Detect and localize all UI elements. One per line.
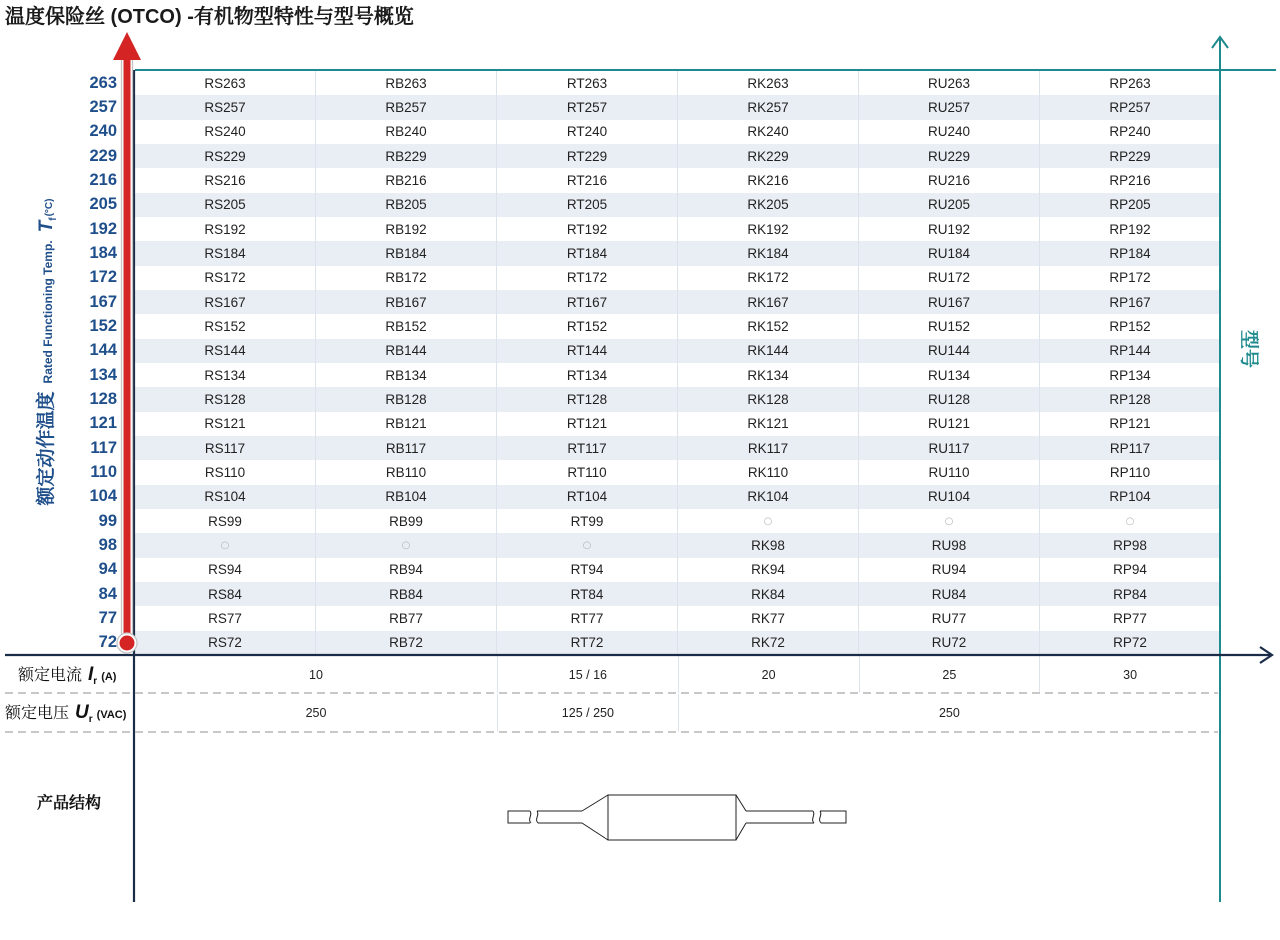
- model-cell: RP216: [1109, 172, 1151, 188]
- model-cell: RS117: [135, 436, 316, 460]
- rated-voltage-label-text: 额定电压: [5, 705, 70, 722]
- temperature-axis-label-en: Rated Functioning Temp.: [41, 240, 55, 384]
- temp-tick-label: 192: [89, 219, 117, 238]
- lead-break-mark: [537, 811, 538, 823]
- rated-voltage-unit: (VAC): [96, 709, 127, 721]
- model-cell: RS134: [135, 363, 316, 387]
- lead-wire-right: [746, 811, 814, 823]
- model-cell: RB216: [316, 168, 497, 192]
- model-cell: RK72: [678, 631, 859, 655]
- temp-tick-label: 205: [89, 195, 117, 214]
- model-cell: RU240: [859, 120, 1040, 144]
- temp-tick-label: 257: [89, 97, 117, 116]
- rated-current-value: 30: [1039, 656, 1220, 693]
- model-cell: RB152: [316, 314, 497, 338]
- temp-tick-label: 134: [89, 365, 117, 384]
- model-cell: RP121: [1109, 416, 1151, 432]
- thermometer-arrowhead-icon: [113, 32, 141, 60]
- rated-current-label-text: 额定电流: [18, 667, 83, 684]
- model-cell: RU167: [859, 290, 1040, 314]
- table-row: [135, 606, 1220, 630]
- model-cell: RU229: [859, 144, 1040, 168]
- product-structure-label: 产品结构: [37, 795, 102, 812]
- model-cell: RB110: [316, 460, 497, 484]
- model-cell: RU184: [859, 241, 1040, 265]
- model-table: [135, 71, 1220, 655]
- model-cell: RB229: [316, 144, 497, 168]
- model-cell: RS184: [135, 241, 316, 265]
- temp-tick-label: 72: [98, 633, 117, 652]
- model-cell: RS84: [135, 582, 316, 606]
- model-cell: RU205: [859, 193, 1040, 217]
- temp-tick-label: 121: [89, 414, 117, 433]
- model-cell: RP167: [1109, 294, 1151, 310]
- fuse-body-taper-left: [582, 795, 608, 840]
- model-cell: RP77: [1113, 610, 1147, 626]
- model-cell: RT229: [497, 144, 678, 168]
- model-cell: RK134: [678, 363, 859, 387]
- temp-tick-label: 229: [89, 146, 117, 165]
- table-row: [135, 217, 1220, 241]
- model-cell: RS72: [135, 631, 316, 655]
- not-available-marker: ○: [135, 533, 316, 557]
- model-cell: RB128: [316, 387, 497, 411]
- model-cell: RP229: [1109, 148, 1151, 164]
- model-cell: RK104: [678, 485, 859, 509]
- rated-voltage-label: [5, 694, 126, 732]
- model-cell: RS77: [135, 606, 316, 630]
- model-cell: RU117: [859, 436, 1040, 460]
- model-cell: RP240: [1109, 124, 1151, 140]
- model-cell: RT167: [497, 290, 678, 314]
- model-cell: RU94: [859, 558, 1040, 582]
- temperature-unit: (°C): [44, 198, 55, 217]
- model-cell: RP128: [1109, 391, 1151, 407]
- model-cell: RU128: [859, 387, 1040, 411]
- model-cell: RP172: [1109, 270, 1151, 286]
- model-cell: RK121: [678, 412, 859, 436]
- model-cell: RB144: [316, 339, 497, 363]
- temp-tick-label: 84: [98, 584, 117, 603]
- rated-current-symbol: I: [88, 664, 94, 685]
- table-row: [135, 460, 1220, 484]
- model-cell: RT94: [497, 558, 678, 582]
- model-cell: RP98: [1113, 537, 1147, 553]
- temp-tick-label: 167: [89, 292, 117, 311]
- model-cell: RP110: [1109, 464, 1151, 480]
- lead-wire-right-end: [820, 811, 846, 823]
- table-row: [135, 387, 1220, 411]
- model-cell: RK144: [678, 339, 859, 363]
- thermometer-column: [124, 56, 131, 640]
- rated-voltage-value: 250: [678, 694, 1220, 732]
- temp-tick-label: 98: [98, 535, 117, 554]
- model-cell: RP257: [1109, 99, 1151, 115]
- table-row: [135, 266, 1220, 290]
- lead-wire-left: [537, 811, 582, 823]
- lead-break-mark: [530, 811, 531, 823]
- table-row: [135, 120, 1220, 144]
- model-cell: RU110: [859, 460, 1040, 484]
- model-cell: RB72: [316, 631, 497, 655]
- rated-voltage-value: 125 / 250: [497, 694, 678, 732]
- model-cell: RT144: [497, 339, 678, 363]
- lead-break-mark: [813, 811, 814, 823]
- temp-tick-label: 263: [89, 73, 117, 92]
- model-cell: RU144: [859, 339, 1040, 363]
- rated-current-value: 25: [859, 656, 1040, 693]
- temp-tick-label: 152: [89, 316, 117, 335]
- temperature-tick-labels: [50, 71, 117, 655]
- model-cell: RS167: [135, 290, 316, 314]
- temp-tick-label: 99: [98, 511, 117, 530]
- model-cell: RB117: [316, 436, 497, 460]
- model-cell: RK152: [678, 314, 859, 338]
- model-cell: RU84: [859, 582, 1040, 606]
- table-row: [135, 533, 1220, 557]
- model-cell: RB240: [316, 120, 497, 144]
- model-cell: RT257: [497, 95, 678, 119]
- model-cell: RB192: [316, 217, 497, 241]
- temp-tick-label: 117: [90, 438, 117, 457]
- model-cell: RS128: [135, 387, 316, 411]
- table-row: [135, 436, 1220, 460]
- model-cell: RP263: [1109, 75, 1151, 91]
- model-cell: RT72: [497, 631, 678, 655]
- table-row: [135, 193, 1220, 217]
- table-row: [135, 71, 1220, 95]
- model-cell: RT134: [497, 363, 678, 387]
- model-cell: RT110: [497, 460, 678, 484]
- model-cell: RS263: [135, 71, 316, 95]
- model-cell: RK77: [678, 606, 859, 630]
- table-row: [135, 314, 1220, 338]
- model-cell: RK263: [678, 71, 859, 95]
- model-cell: RT172: [497, 266, 678, 290]
- model-cell: RS144: [135, 339, 316, 363]
- model-cell: RB99: [316, 509, 497, 533]
- model-cell: RP72: [1113, 635, 1147, 651]
- model-cell: RP192: [1109, 221, 1151, 237]
- model-cell: RS216: [135, 168, 316, 192]
- table-row: [135, 485, 1220, 509]
- model-cell: RS257: [135, 95, 316, 119]
- thermometer-bulb: [120, 636, 135, 651]
- not-available-marker: ○: [497, 533, 678, 557]
- model-cell: RB77: [316, 606, 497, 630]
- model-cell: RK167: [678, 290, 859, 314]
- not-available-marker: ○: [859, 509, 1040, 533]
- table-row: [135, 168, 1220, 192]
- model-cell: RU121: [859, 412, 1040, 436]
- model-cell: RU192: [859, 217, 1040, 241]
- model-cell: RS104: [135, 485, 316, 509]
- model-cell: RU134: [859, 363, 1040, 387]
- model-cell: RK257: [678, 95, 859, 119]
- model-cell: RP184: [1109, 245, 1151, 261]
- table-row: [135, 144, 1220, 168]
- model-cell: RS152: [135, 314, 316, 338]
- temperature-symbol-subscript: f: [48, 217, 60, 221]
- table-row: [135, 95, 1220, 119]
- model-cell: RP144: [1109, 343, 1151, 359]
- model-cell: RB134: [316, 363, 497, 387]
- rated-voltage-subscript: r: [88, 714, 93, 726]
- model-cell: RU98: [859, 533, 1040, 557]
- model-cell: RT152: [497, 314, 678, 338]
- rated-current-value: 15 / 16: [497, 656, 678, 693]
- model-cell: RB104: [316, 485, 497, 509]
- model-cell: RK94: [678, 558, 859, 582]
- table-row: [135, 363, 1220, 387]
- model-cell: RP94: [1113, 562, 1147, 578]
- model-cell: RK117: [678, 436, 859, 460]
- model-cell: RK98: [678, 533, 859, 557]
- model-cell: RU263: [859, 71, 1040, 95]
- temp-tick-label: 240: [89, 122, 117, 141]
- rated-current-subscript: r: [93, 676, 98, 688]
- model-cell: RU104: [859, 485, 1040, 509]
- model-cell: RT84: [497, 582, 678, 606]
- model-cell: RS229: [135, 144, 316, 168]
- rated-current-value: 20: [678, 656, 859, 693]
- not-available-marker: ○: [1125, 515, 1135, 527]
- model-cell: RS110: [135, 460, 316, 484]
- fuse-body-taper-right: [736, 795, 746, 840]
- table-row: [135, 412, 1220, 436]
- temp-tick-label: 172: [89, 268, 117, 287]
- model-cell: RU77: [859, 606, 1040, 630]
- temp-tick-label: 77: [98, 608, 117, 627]
- not-available-marker: ○: [316, 533, 497, 557]
- model-cell: RT104: [497, 485, 678, 509]
- rated-voltage-symbol: U: [75, 702, 89, 723]
- model-cell: RK128: [678, 387, 859, 411]
- model-cell: RT117: [497, 436, 678, 460]
- table-row: [135, 558, 1220, 582]
- model-cell: RS240: [135, 120, 316, 144]
- model-cell: RS94: [135, 558, 316, 582]
- temp-tick-label: 94: [98, 560, 117, 579]
- model-cell: RK240: [678, 120, 859, 144]
- model-cell: RS99: [135, 509, 316, 533]
- model-cell: RP152: [1109, 318, 1151, 334]
- base-axis-arrow-icon: [1260, 647, 1272, 663]
- model-cell: RK229: [678, 144, 859, 168]
- table-row: [135, 509, 1220, 533]
- rated-current-unit: (A): [101, 671, 117, 683]
- rated-current-label: [18, 656, 116, 693]
- model-cell: RT77: [497, 606, 678, 630]
- model-cell: RU257: [859, 95, 1040, 119]
- model-axis-arrow-icon: [1212, 37, 1228, 48]
- fuse-structure-drawing: [500, 785, 855, 850]
- temp-tick-label: 184: [89, 243, 117, 262]
- model-cell: RS192: [135, 217, 316, 241]
- page-title: 温度保险丝 (OTCO) -有机物型特性与型号概览: [5, 6, 414, 28]
- temp-tick-label: 110: [90, 462, 117, 481]
- model-cell: RT263: [497, 71, 678, 95]
- model-cell: RP134: [1109, 367, 1151, 383]
- model-cell: RB167: [316, 290, 497, 314]
- model-cell: RT240: [497, 120, 678, 144]
- model-cell: RS172: [135, 266, 316, 290]
- temp-tick-label: 128: [89, 389, 117, 408]
- rated-current-row: [135, 656, 1220, 693]
- model-cell: RK172: [678, 266, 859, 290]
- model-cell: RS121: [135, 412, 316, 436]
- table-row: [135, 631, 1220, 655]
- temperature-symbol: T: [36, 220, 57, 233]
- model-cell: RB121: [316, 412, 497, 436]
- model-cell: RU216: [859, 168, 1040, 192]
- thermometer-tube: [122, 56, 133, 640]
- temperature-axis-label-cn: 额定动作温度: [36, 391, 57, 506]
- model-cell: RB94: [316, 558, 497, 582]
- lead-break-mark: [820, 811, 821, 823]
- temp-tick-label: 216: [89, 170, 117, 189]
- model-cell: RU152: [859, 314, 1040, 338]
- table-row: [135, 582, 1220, 606]
- fuse-body: [608, 795, 736, 840]
- model-cell: RK84: [678, 582, 859, 606]
- model-axis-label: 型号: [1238, 329, 1259, 368]
- lead-wire-left-end: [508, 811, 530, 823]
- model-cell: RT128: [497, 387, 678, 411]
- model-cell: RK192: [678, 217, 859, 241]
- model-cell: RT205: [497, 193, 678, 217]
- model-cell: RK205: [678, 193, 859, 217]
- table-row: [135, 339, 1220, 363]
- model-cell: RS205: [135, 193, 316, 217]
- model-cell: RT192: [497, 217, 678, 241]
- model-cell: RK216: [678, 168, 859, 192]
- temperature-axis-label: [34, 182, 60, 522]
- model-cell: RB263: [316, 71, 497, 95]
- model-cell: RP117: [1109, 440, 1151, 456]
- rated-current-value: 10: [309, 667, 323, 682]
- model-cell: RP104: [1109, 489, 1151, 505]
- temp-tick-label: 104: [89, 487, 117, 506]
- model-cell: RB172: [316, 266, 497, 290]
- rated-voltage-row: [135, 694, 1220, 732]
- model-cell: RB184: [316, 241, 497, 265]
- model-cell: RB205: [316, 193, 497, 217]
- model-cell: RT184: [497, 241, 678, 265]
- temp-tick-label: 144: [89, 341, 117, 360]
- model-cell: RT216: [497, 168, 678, 192]
- not-available-marker: ○: [678, 509, 859, 533]
- model-cell: RT99: [497, 509, 678, 533]
- model-cell: RK184: [678, 241, 859, 265]
- rated-voltage-value: 250: [305, 706, 327, 720]
- model-cell: RP205: [1109, 197, 1151, 213]
- table-row: [135, 290, 1220, 314]
- model-cell: RT121: [497, 412, 678, 436]
- model-cell: RU72: [859, 631, 1040, 655]
- model-cell: RB84: [316, 582, 497, 606]
- model-cell: RU172: [859, 266, 1040, 290]
- model-cell: RB257: [316, 95, 497, 119]
- model-cell: RP84: [1113, 586, 1147, 602]
- thermometer-bulb-ring: [117, 633, 137, 653]
- model-cell: RK110: [678, 460, 859, 484]
- table-row: [135, 241, 1220, 265]
